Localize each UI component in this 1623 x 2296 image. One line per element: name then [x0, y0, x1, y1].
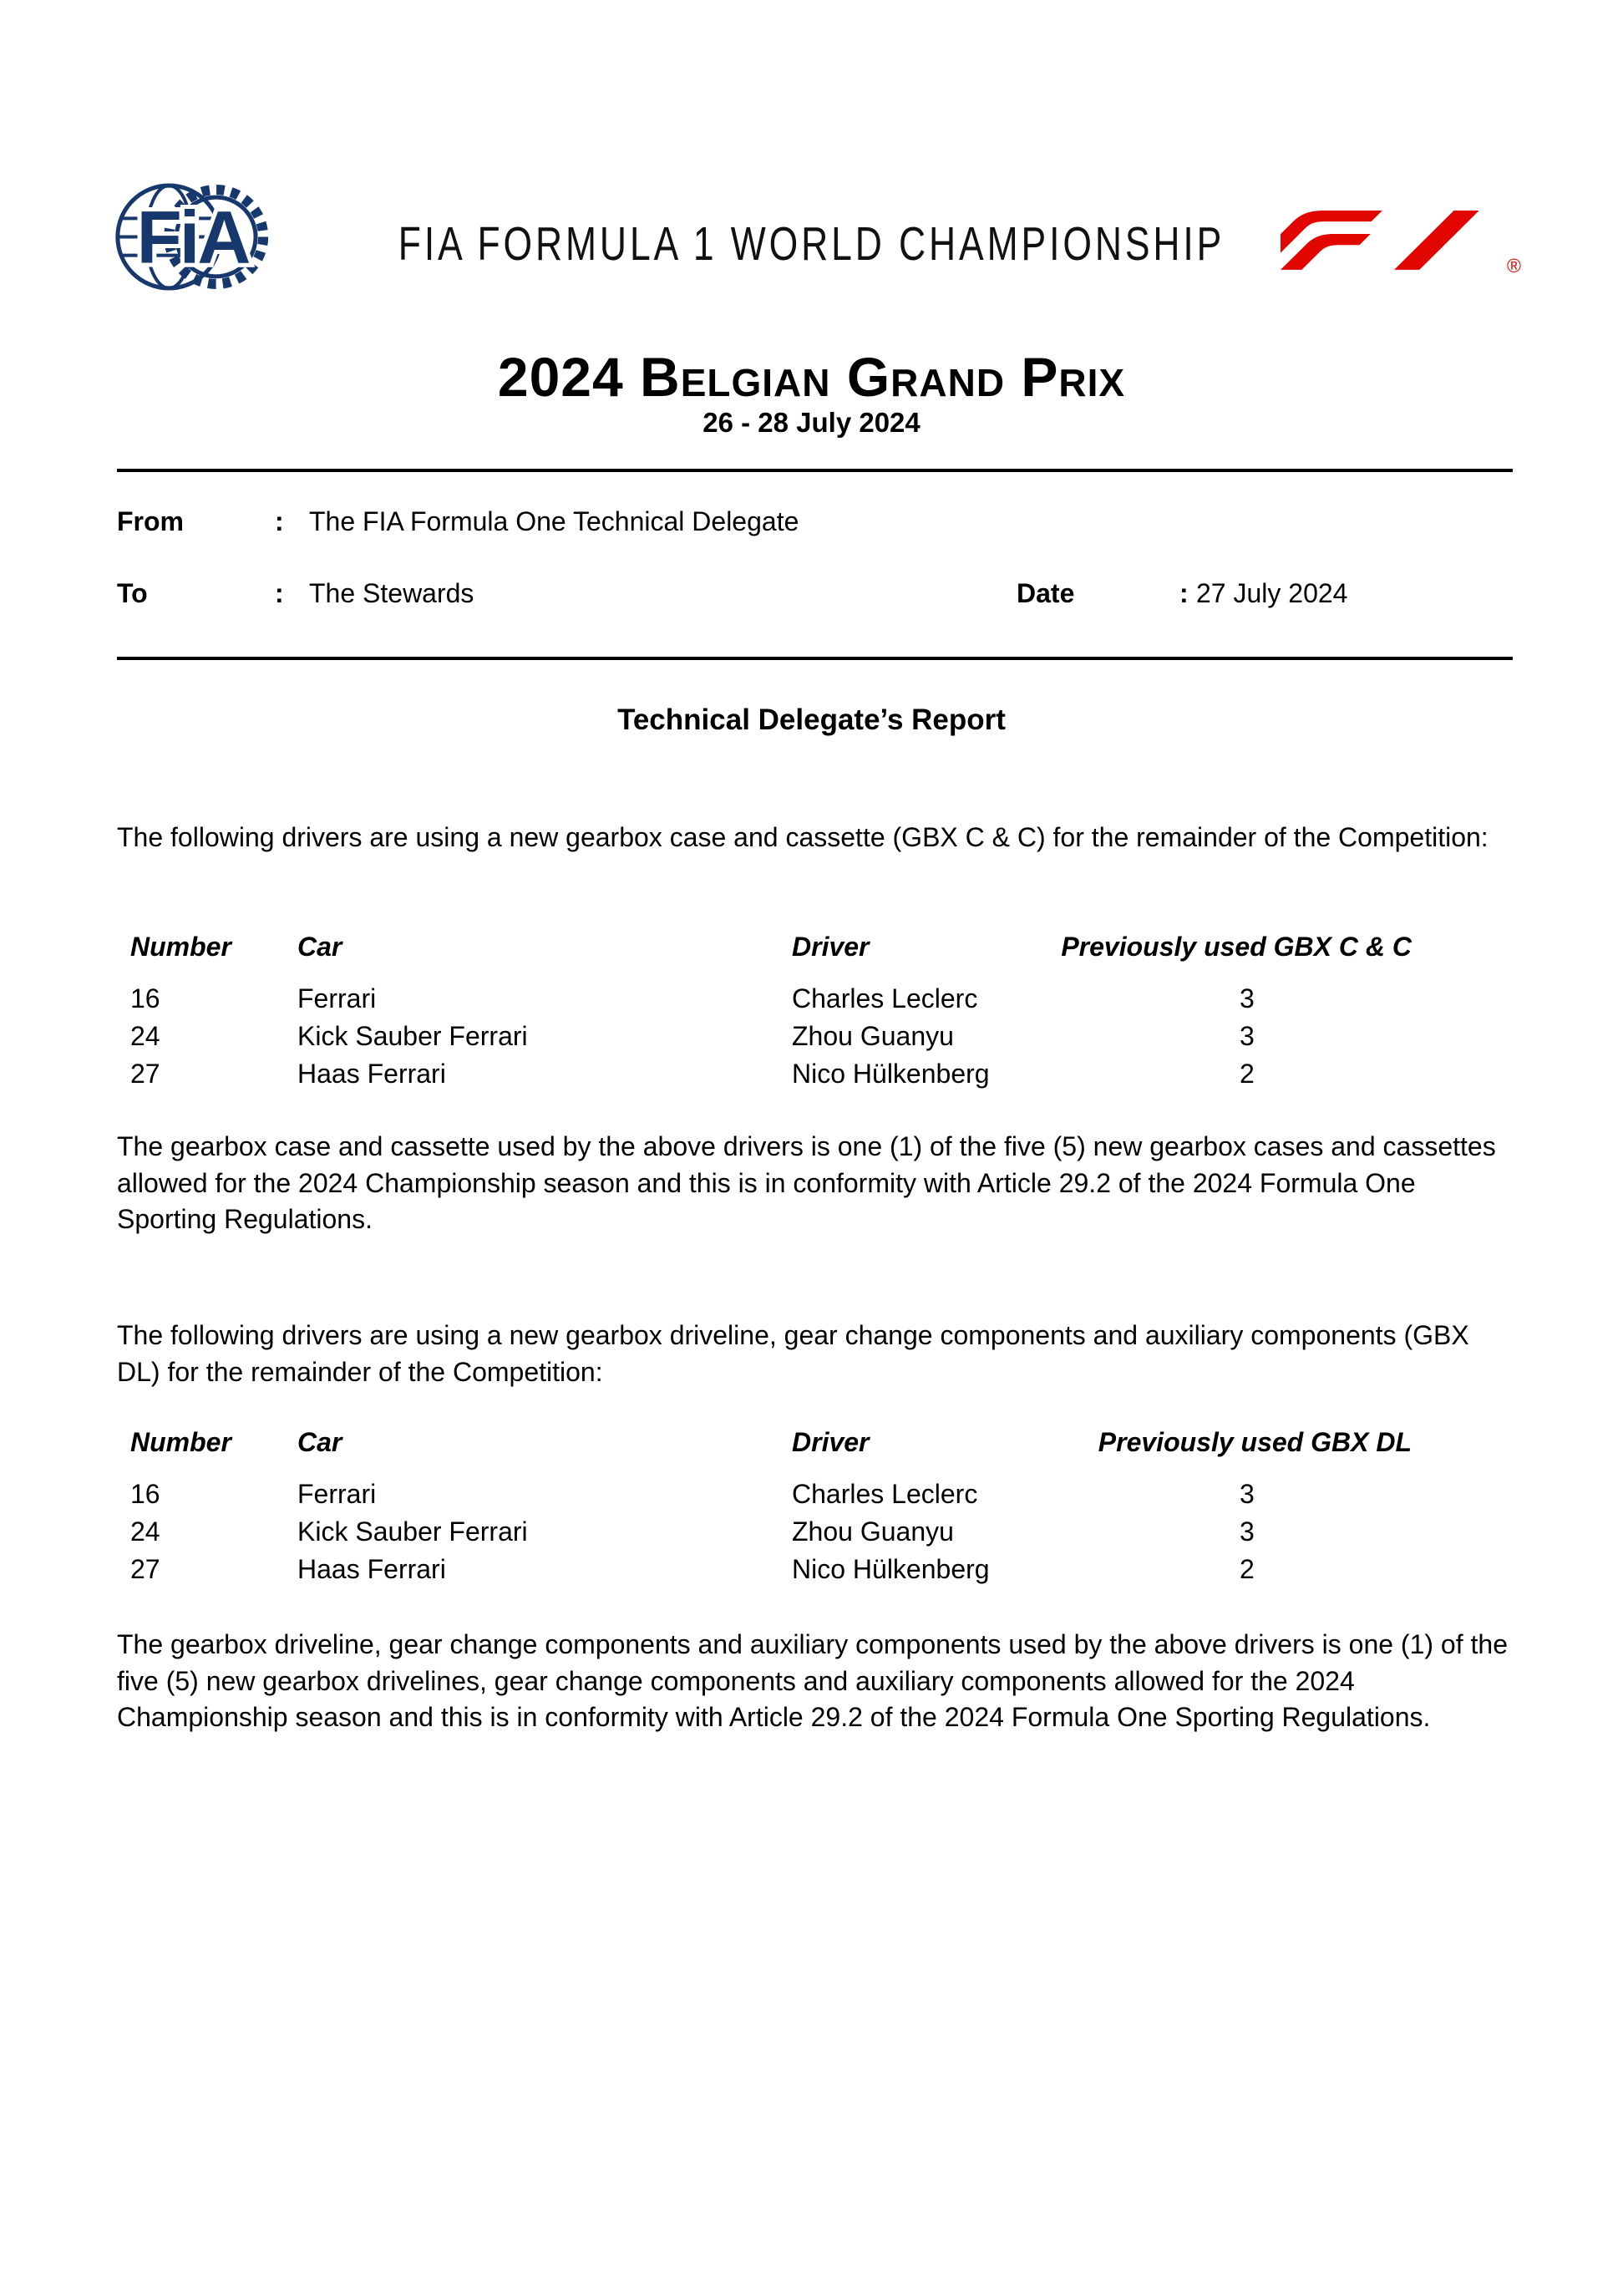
paragraph-gbx-cc-regulation: The gearbox case and cassette used by the above drivers is one (1) of the five (5) new gearbox cases and cassettes allowed for the 2024 Championship season and this is in conformity with Article 29.2 of the 2024 Formula One Sporting Regulations. — [117, 1131, 1496, 1234]
cell-driver: Zhou Guanyu — [792, 1516, 954, 1547]
paragraph-gbx-cc-intro: The following drivers are using a new gearbox case and cassette (GBX C & C) for the remainder of the Competition: — [117, 822, 1489, 852]
paragraph-gbx-dl-intro: The following drivers are using a new gearbox driveline, gear change components and auxiliary components (GBX DL) for the remainder of the Competition: — [117, 1320, 1469, 1387]
cell-driver: Zhou Guanyu — [792, 1021, 954, 1051]
col-header-car: Car — [297, 1427, 342, 1457]
from-value: The FIA Formula One Technical Delegate — [309, 506, 799, 536]
cell-driver: Charles Leclerc — [792, 1479, 978, 1509]
cell-number: 27 — [130, 1059, 160, 1089]
from-label: From — [117, 506, 184, 536]
cell-number: 16 — [130, 1479, 160, 1509]
col-header-driver: Driver — [792, 932, 870, 962]
cell-driver: Nico Hülkenberg — [792, 1059, 990, 1089]
to-colon: : — [275, 578, 284, 608]
cell-number: 24 — [130, 1516, 160, 1547]
memo-to-row — [117, 577, 1513, 613]
date-colon: : — [1179, 578, 1189, 608]
cell-used-count: 3 — [1240, 1516, 1255, 1547]
cell-car: Kick Sauber Ferrari — [297, 1021, 528, 1051]
cell-car: Ferrari — [297, 1479, 377, 1509]
cell-driver: Charles Leclerc — [792, 983, 978, 1013]
to-label: To — [117, 578, 148, 608]
event-dates: 26 - 28 July 2024 — [702, 407, 921, 438]
cell-used-count: 3 — [1240, 1021, 1255, 1051]
f1-registered-mark: ® — [1507, 255, 1521, 277]
col-header-driver: Driver — [792, 1427, 870, 1457]
divider-top — [117, 469, 1513, 472]
cell-car: Haas Ferrari — [297, 1554, 446, 1584]
report-title: Technical Delegate’s Report — [617, 704, 1006, 736]
cell-used-count: 3 — [1240, 983, 1255, 1013]
gbx-dl-table — [117, 1425, 1513, 1600]
cell-car: Kick Sauber Ferrari — [297, 1516, 528, 1547]
gbx-cc-table — [117, 929, 1513, 1105]
cell-number: 24 — [130, 1021, 160, 1051]
f1-logo-icon — [1281, 211, 1506, 270]
col-header-previously-used: Previously used GBX DL — [1098, 1427, 1412, 1457]
championship-title: FIA FORMULA 1 WORLD CHAMPIONSHIP — [398, 217, 1225, 271]
cell-car: Haas Ferrari — [297, 1059, 446, 1089]
cell-used-count: 2 — [1240, 1554, 1255, 1584]
col-header-previously-used: Previously used GBX C & C — [1061, 932, 1412, 962]
date-label: Date — [1017, 578, 1075, 608]
date-value: 27 July 2024 — [1196, 578, 1348, 608]
divider-bottom — [117, 657, 1513, 660]
col-header-number: Number — [130, 1427, 231, 1457]
memo-from-row — [117, 505, 1513, 541]
cell-number: 27 — [130, 1554, 160, 1584]
paragraph-gbx-dl-regulation: The gearbox driveline, gear change components and auxiliary components used by the above drivers is one (1) of the five (5) new gearbox drivelines, gear change components and auxiliary components allowed for the 2024 Championship season and this is in conformity with Article 29.2 of the 2024 Formula One Sporting Regulations. — [117, 1629, 1508, 1732]
cell-used-count: 2 — [1240, 1059, 1255, 1089]
from-colon: : — [275, 506, 284, 536]
event-title: 2024 Belgian Grand Prix — [497, 346, 1126, 408]
cell-used-count: 3 — [1240, 1479, 1255, 1509]
col-header-number: Number — [130, 932, 231, 962]
cell-number: 16 — [130, 983, 160, 1013]
col-header-car: Car — [297, 932, 342, 962]
to-value: The Stewards — [309, 578, 474, 608]
cell-car: Ferrari — [297, 983, 377, 1013]
fia-logo-text: FiA — [136, 196, 249, 279]
cell-driver: Nico Hülkenberg — [792, 1554, 990, 1584]
